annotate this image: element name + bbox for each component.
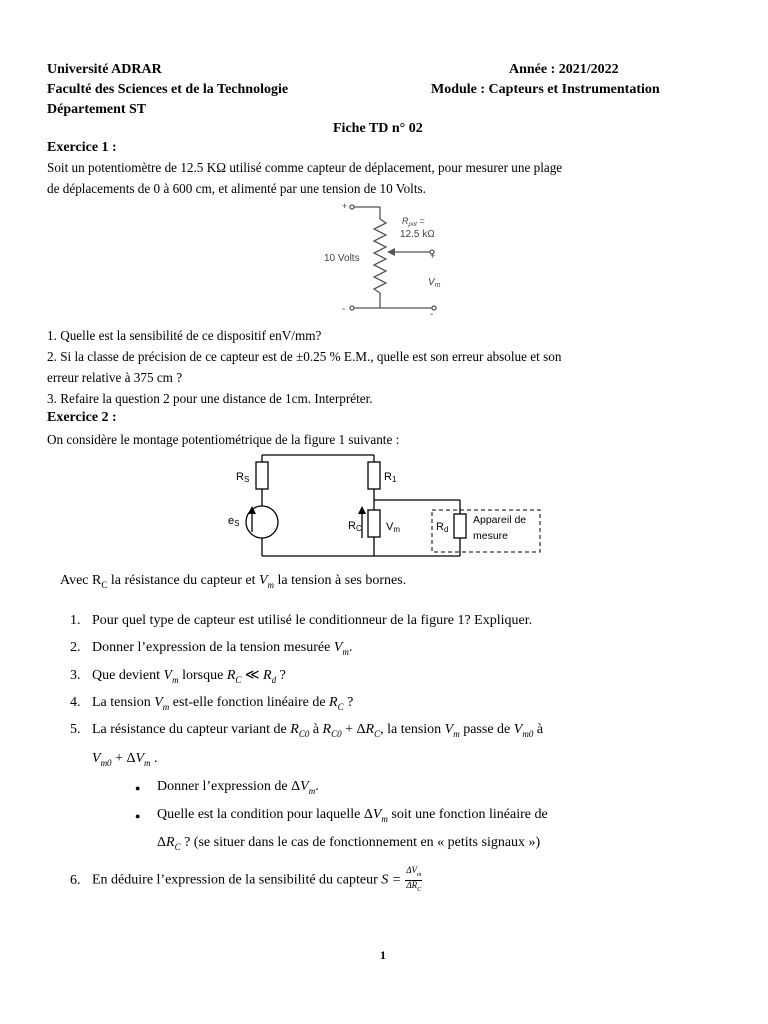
output-plus-label: + [430,251,436,261]
exercise-2-intro: On considère le montage potentiométrique de la figure 1 suivante : [47,432,400,447]
es-label: eS [228,515,240,528]
exercise-1-title: Exercice 1 : [47,140,117,155]
question-6: 6. En déduire l’expression de la sensibilité du capteur S = $\Delta V_m$ $\Delta R_C$ [70,865,422,893]
figure-1-circuit [222,450,544,562]
exercise-1-intro-line-1: Soit un potentiomètre de 12.5 KΩ utilisé comme capteur de déplacement, pour mesurer une plage [47,160,563,175]
supply-voltage-label: 10 Volts [324,253,360,264]
output-minus-label: - [430,309,434,319]
rpot-label: $R_{pot}$ = [402,216,425,228]
vm-arrow-icon [358,506,366,514]
vm-label: $V_m$ [428,277,441,289]
supply-plus-label: + [342,201,348,211]
wiper-arrow-icon [387,248,395,256]
department-name: Département ST [47,102,147,117]
university-name: Université ADRAR [47,62,162,77]
rpot-value: 12.5 kΩ [400,229,435,240]
rc-label: RC [348,520,362,533]
question-2: 2. Donner l’expression de la tension mesurée $V_m$. [70,640,353,657]
sensitivity-fraction: $\Delta V_m$ $\Delta R_C$ [406,865,422,893]
exercise-2-title: Exercice 2 : [47,410,117,425]
bullet-2-line-1: Quelle est la condition pour laquelle $\Delta V_m$ soit une fonction linéaire de [157,807,548,824]
bullet-icon: ● [135,811,141,821]
module-name: Module : Capteurs et Instrumentation [431,82,660,97]
exercise-1-question-1: 1. Quelle est la sensibilité de ce dispositif enV/mm? [47,328,322,343]
question-1: 1. Pour quel type de capteur est utilisé le conditionneur de la figure 1? Expliquer. [70,613,533,628]
sheet-title: Fiche TD n° 02 [333,121,423,136]
exercise-1-question-2-line-1: 2. Si la classe de précision de ce capteur est de ±0.25 % E.M., quelle est son erreur absolue et son [47,349,562,364]
r1-label: R1 [384,471,397,484]
exercise-1-intro-line-2: de déplacements de 0 à 600 cm, et alimenté par une tension de 10 Volts. [47,181,426,196]
question-3: 3. Que devient $V_m$ lorsque $R_C$ ≪ $R_d$ ? [70,668,286,685]
question-5-line-2: $V_{m0} + \Delta V_m$ . [92,751,158,768]
faculty-name: Faculté des Sciences et de la Technologie [47,82,289,97]
bullet-1: Donner l’expression de $\Delta V_m$. [157,779,319,796]
page-number: 1 [380,948,386,962]
device-label-line-1: Appareil de [473,514,527,526]
bullet-2-line-2: $\Delta R_C$ ? (se situer dans le cas de fonctionnement en « petits signaux ») [157,835,541,852]
rd-label: Rd [436,521,449,534]
question-5-line-1: 5. La résistance du capteur variant de $R_{C0}$ à $R_{C0} + \Delta R_C$, la tension $V_m$ passe de $V_{m0}$ à [70,722,544,739]
supply-minus-label: - [342,304,346,315]
exercise-1-question-2-line-2: erreur relative à 375 cm ? [47,370,183,385]
device-label-line-2: mesure [473,530,509,542]
figure-1-wiring [246,455,466,556]
question-4: 4. La tension $V_m$ est-elle fonction linéaire de $R_C$ ? [70,695,354,712]
potentiometer-circuit-figure [318,197,448,319]
exercise-1-question-3: 3. Refaire la question 2 pour une distance de 1cm. Interpréter. [47,391,373,406]
vm-label-figure-1: Vm [386,521,401,534]
avec-statement: Avec $R_C$ la résistance du capteur et $V_m$ la tension à ses bornes. [60,573,407,590]
academic-year: Année : 2021/2022 [509,62,619,77]
rs-label: RS [236,471,250,484]
bullet-icon: ● [135,783,141,793]
